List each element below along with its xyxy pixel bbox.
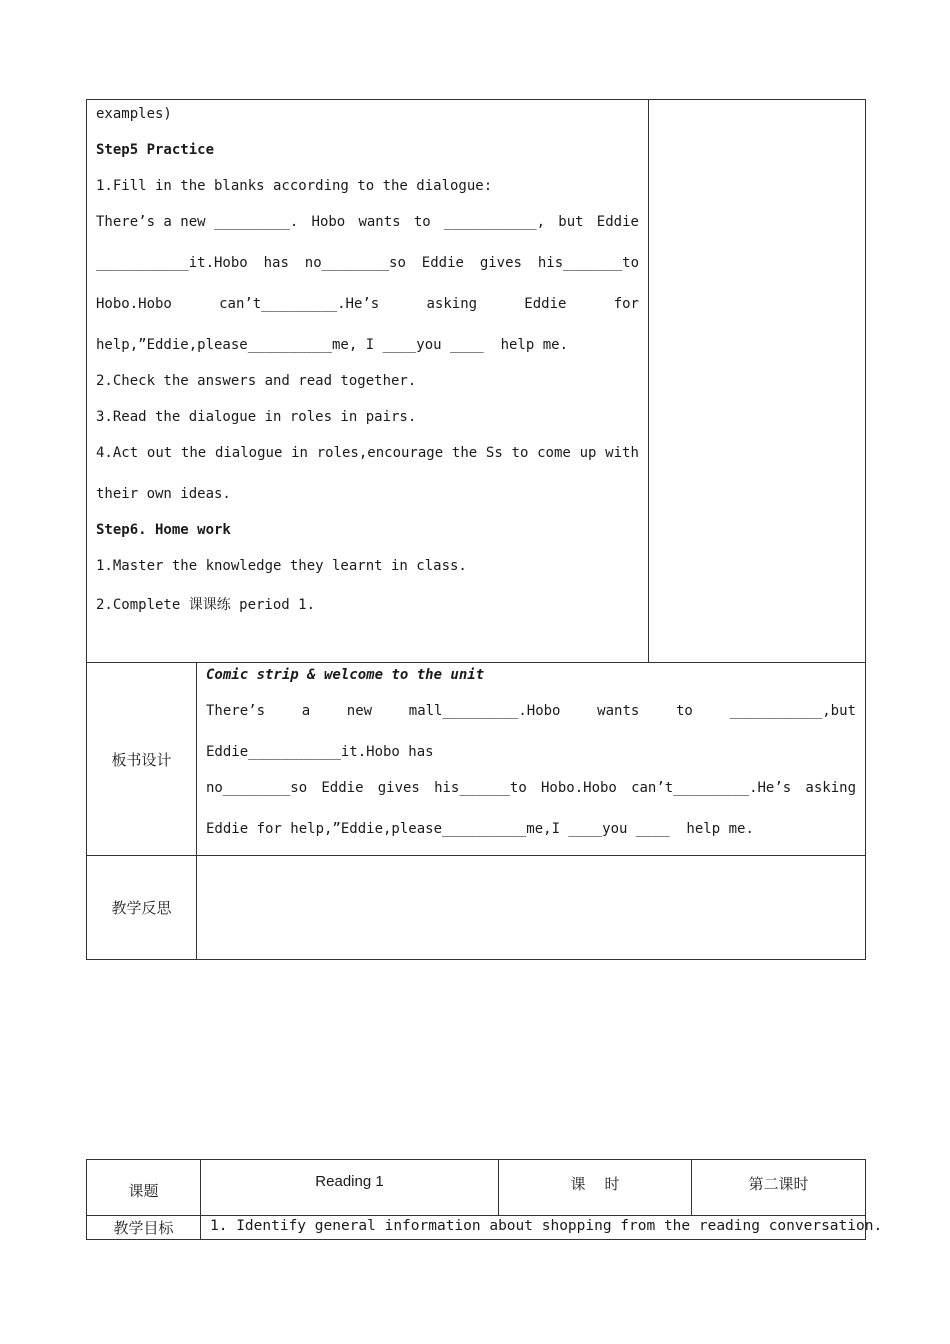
board-design-label: 板书设计 <box>87 663 197 856</box>
text-segment: to <box>511 445 529 461</box>
text-segment: Hobo.Hobo <box>541 780 617 796</box>
board-title: Comic strip & welcome to the unit <box>206 667 485 683</box>
text-segment: to <box>675 703 693 719</box>
board-design-cell <box>197 663 866 856</box>
fill-blank-line-2 <box>96 255 639 275</box>
reflection-cell <box>197 856 866 960</box>
text-segment: wants <box>597 703 640 719</box>
text-segment: has <box>263 255 289 271</box>
topic-value: Reading 1 <box>201 1160 499 1216</box>
text-segment: Eddie <box>321 780 364 796</box>
text-segment: There’s <box>206 703 266 719</box>
text-segment: 4.Act <box>96 445 139 461</box>
text-segment: Eddie <box>421 255 464 271</box>
step6-heading: Step6. Home work <box>96 522 231 538</box>
text-segment: ___________, <box>443 214 546 230</box>
homework-item-2: 2.Complete 课课练 period 1. <box>96 597 316 613</box>
text-segment: ___________it.Hobo <box>96 255 248 271</box>
carry-over-text: examples) <box>96 106 172 122</box>
text-segment: roles,encourage <box>316 445 444 461</box>
board-line-3 <box>206 780 856 800</box>
text-segment: new <box>346 703 373 719</box>
steps-row <box>87 100 866 663</box>
step5-item-1: 1.Fill in the blanks according to the dialogue: <box>96 178 493 194</box>
text-segment: gives <box>377 780 420 796</box>
text-segment: There’s a new _________. <box>96 214 299 230</box>
reflection-label: 教学反思 <box>87 856 197 960</box>
step5-item-4-line-1 <box>96 445 639 465</box>
period-value: 第二课时 <box>692 1160 866 1216</box>
step5-item-4-line-2: their own ideas. <box>96 486 231 502</box>
topic-label: 课题 <box>87 1160 201 1216</box>
steps-cell <box>87 100 649 663</box>
text-segment: but <box>558 214 584 230</box>
board-line-4: Eddie for help,”Eddie,please__________me,I ____you ____ help me. <box>206 821 754 837</box>
board-line-2: Eddie___________it.Hobo has <box>206 744 434 760</box>
fill-blank-line-4: help,”Eddie,please__________me, I ____you ____ help me. <box>96 337 569 353</box>
text-segment: no________so <box>304 255 406 271</box>
text-segment: for <box>613 296 639 312</box>
text-segment: no________so <box>206 780 308 796</box>
text-segment: to <box>413 214 431 230</box>
text-segment: Eddie <box>524 296 567 312</box>
text-segment: a <box>301 703 311 719</box>
goal-text: 1. Identify general information about shopping from the reading conversation. <box>201 1216 866 1240</box>
text-segment: asking <box>805 780 856 796</box>
text-segment: his______to <box>434 780 527 796</box>
text-segment: the <box>451 445 478 461</box>
text-segment: wants <box>358 214 401 230</box>
text-segment: with <box>605 445 639 461</box>
reflection-row <box>87 856 866 960</box>
text-segment: Hobo.Hobo <box>96 296 172 312</box>
text-segment: his_______to <box>537 255 640 271</box>
text-segment: up <box>579 445 597 461</box>
text-segment: Eddie <box>596 214 639 230</box>
text-segment: asking <box>426 296 478 312</box>
notes-cell <box>649 100 866 663</box>
text-segment: come <box>537 445 571 461</box>
step5-heading: Step5 Practice <box>96 142 215 158</box>
text-segment: mall_________.Hobo <box>408 703 561 719</box>
step5-item-2: 2.Check the answers and read together. <box>96 373 417 389</box>
text-segment: can’t_________.He’s <box>631 780 792 796</box>
fill-blank-line-1 <box>96 214 639 234</box>
lesson-plan-table <box>86 99 866 960</box>
fill-blank-line-3 <box>96 296 639 316</box>
text-segment: ___________,but <box>729 703 856 719</box>
text-segment: dialogue <box>214 445 283 461</box>
text-segment: out <box>146 445 173 461</box>
period-label: 课 时 <box>499 1160 692 1216</box>
goal-label: 教学目标 <box>87 1216 201 1240</box>
text-segment: can’t_________.He’s <box>219 296 380 312</box>
board-line-1 <box>206 703 856 723</box>
text-segment: Hobo <box>311 214 346 230</box>
board-design-row <box>87 663 866 856</box>
step5-item-3: 3.Read the dialogue in roles in pairs. <box>96 409 417 425</box>
next-lesson-table <box>86 1159 883 1240</box>
homework-item-1: 1.Master the knowledge they learnt in class. <box>96 558 467 574</box>
text-segment: the <box>180 445 207 461</box>
text-segment: in <box>291 445 308 461</box>
lesson-goal-row <box>87 1216 866 1240</box>
text-segment: gives <box>479 255 522 271</box>
lesson-header-row <box>87 1160 866 1216</box>
text-segment: Ss <box>485 445 503 461</box>
